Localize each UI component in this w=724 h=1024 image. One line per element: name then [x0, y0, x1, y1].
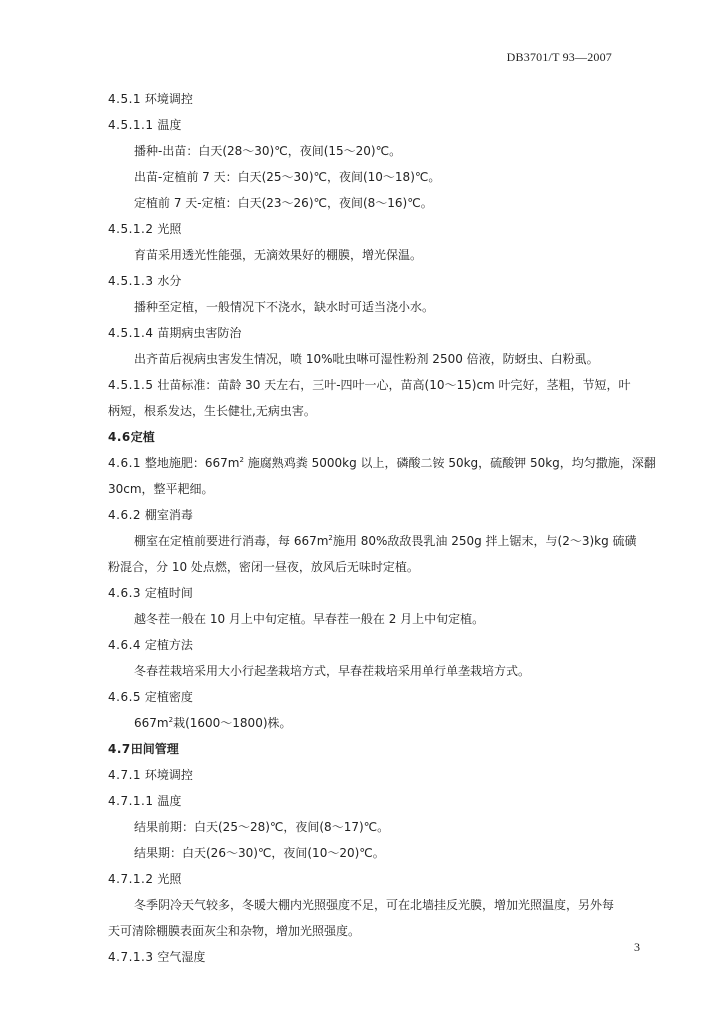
paragraph-line: 播种至定植，一般情况下不浇水，缺水时可适当浇小水。: [134, 300, 435, 314]
section-heading: 4.5.1.2 光照: [108, 222, 182, 236]
page-number: 3: [634, 940, 640, 954]
paragraph-line: 越冬茬一般在 10 月上中旬定植。早春茬一般在 2 月上中旬定植。: [134, 612, 485, 626]
paragraph-line: 4.5.1.5 壮苗标准：苗龄 30 天左右，三叶-四叶一心，苗高(10～15)cm 叶完好，茎粗，节短，叶: [108, 378, 631, 392]
section-heading: 4.7.1 环境调控: [108, 768, 193, 782]
document-code: DB3701/T 93—2007: [506, 50, 612, 64]
section-heading: 4.6.4 定植方法: [108, 638, 193, 652]
paragraph-line: $667m^2$栽(1600～1800)株。: [134, 716, 292, 730]
paragraph-line: 4.6.1 整地施肥：$667m^2$ 施腐熟鸡粪 5000kg 以上，磷酸二铵 50kg，硫酸钾 50kg，均匀撒施，深翻: [108, 456, 656, 470]
section-heading: 4.7.1.1 温度: [108, 794, 182, 808]
section-heading: 4.6.3 定植时间: [108, 586, 193, 600]
section-heading: 4.6.2 棚室消毒: [108, 508, 193, 522]
paragraph-line: 冬春茬栽培采用大小行起垄栽培方式，早春茬栽培采用单行单垄栽培方式。: [134, 664, 531, 678]
section-heading: 4.5.1 环境调控: [108, 92, 193, 106]
section-heading: 4.5.1.1 温度: [108, 118, 182, 132]
section-heading: 4.6定植: [108, 430, 155, 444]
section-heading: 4.5.1.3 水分: [108, 274, 182, 288]
section-heading: 4.6.5 定植密度: [108, 690, 193, 704]
paragraph-line: 结果前期：白天(25～28)℃，夜间(8～17)℃。: [134, 820, 390, 834]
document-body: [108, 86, 656, 970]
section-heading: 4.7田间管理: [108, 742, 179, 756]
paragraph-line: 30cm，整平耙细。: [108, 482, 214, 496]
paragraph-line: 出齐苗后视病虫害发生情况，喷 10%吡虫啉可湿性粉剂 2500 倍液，防蚜虫、白粉虱。: [134, 352, 599, 366]
paragraph-line: 冬季阴冷天气较多，冬暖大棚内光照强度不足，可在北墙挂反光膜，增加光照温度，另外每: [134, 898, 615, 912]
paragraph-line: 育苗采用透光性能强，无滴效果好的棚膜，增光保温。: [134, 248, 423, 262]
paragraph-line: 柄短，根系发达，生长健壮,无病虫害。: [108, 404, 316, 418]
section-heading: 4.7.1.3 空气湿度: [108, 950, 206, 964]
paragraph-line: 出苗-定植前 7 天：白天(25～30)℃，夜间(10～18)℃。: [134, 170, 441, 184]
paragraph-line: 棚室在定植前要进行消毒，每 $667m^2$施用 80%敌敌畏乳油 250g 拌上锯末，与(2～3)kg 硫磺: [134, 534, 637, 548]
paragraph-line: 定植前 7 天-定植：白天(23～26)℃，夜间(8～16)℃。: [134, 196, 433, 210]
paragraph-line: 播种-出苗：白天(28～30)℃，夜间(15～20)℃。: [134, 144, 402, 158]
paragraph-line: 天可清除棚膜表面灰尘和杂物，增加光照强度。: [108, 924, 361, 938]
paragraph-line: 结果期：白天(26～30)℃，夜间(10～20)℃。: [134, 846, 385, 860]
paragraph-line: 粉混合，分 10 处点燃，密闭一昼夜，放风后无味时定植。: [108, 560, 419, 574]
section-heading: 4.7.1.2 光照: [108, 872, 182, 886]
section-heading: 4.5.1.4 苗期病虫害防治: [108, 326, 242, 340]
